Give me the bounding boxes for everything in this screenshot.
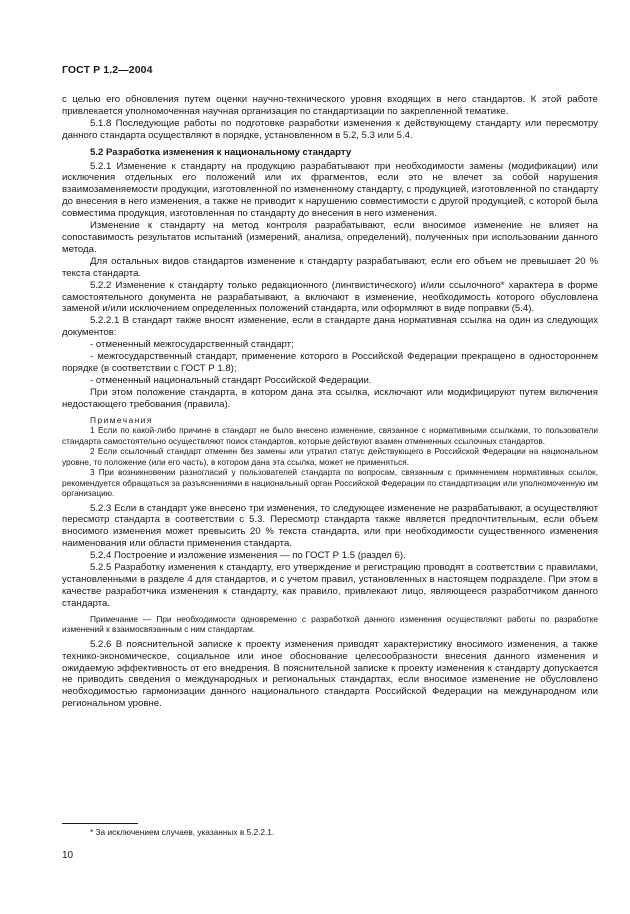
paragraph: 5.2.1 Изменение к стандарту на продукцию разрабатывают при необходимости замены (модификации) или исключения отдельных его положений или их фрагментов, если это не влечет за собой нарушения взаимозаменяемости продукции, изготовленной по измененному стандарту, с продукцией, изготовленной по стандарту до внесения в него изменения, а также не приводит к нарушению совместимости с другой продукцией, с которой была совместима продукция, изготовленная по стандарту до внесения в него изменения.: [62, 160, 598, 220]
paragraph: 5.2.2 Изменение к стандарту только редакционного (лингвистического) и/или ссылочного* характера в форме самостоятельного документа не разрабатывают, а включают в изменение, необходимость которого обусловлена заменой и/или исключением определенных положений стандарта, или оформляют в виде поправки (5.4).: [62, 279, 598, 315]
paragraph: 5.2.3 Если в стандарт уже внесено три изменения, то следующее изменение не разрабатывают, а осуществляют пересмотр стандарта в соответствии с 5.3. Пересмотр стандарта также является предпочтительным, если объем вносимого изменения может превысить 20 % текста стандарта, или при необходимости существенного изменения наименования или области применения стандарта.: [62, 502, 598, 550]
paragraph: 5.2.5 Разработку изменения к стандарту, его утверждение и регистрацию проводят в соответствии с правилами, установленными в разделе 4 для стандартов, и с учетом правил, установленных в настоящем подразделе. При этом в качестве разработчика изменения к стандарту, как правило, привлекают лицо, являющееся разработчиком данного стандарта.: [62, 562, 598, 609]
note-paragraph: Примечания: [90, 414, 153, 425]
note-paragraph: 1 Если по какой-либо причине в стандарт не было внесено изменение, связанное с нормативными ссылками, то пользователи стандарта самостоятельно осуществляют поиск стандартов, которые действуют взамен отмененных ссылочных стандартов.: [62, 425, 598, 446]
paragraph: 5.2.6 В пояснительной записке к проекту изменения приводят характеристику вносимого изменения, а также технико-экономическое, социальное или иное обоснование целесообразности внесения данного изменения и ожидаемую эффективность от его внедрения. В пояснительной записке к проекту изменения к стандарту допускается не приводить сведения о международных и региональных стандартах, если вносимое изменение не обусловлено необходимостью гармонизации данного национального стандарта Российской Федерации на международном или региональном уровне.: [62, 638, 598, 710]
paragraph: с целью его обновления путем оценки научно-технического уровня входящих в него стандартов. К этой работе привлекается уполномоченная научная организация по стандартизации по закрепленной тематике.: [62, 94, 598, 117]
page-number: 10: [62, 850, 74, 861]
paragraph: При этом положение стандарта, в котором дана эта ссылка, исключают или модифицируют путем включения недостающего требования (правила).: [62, 386, 598, 410]
note-paragraph: 2 Если ссылочный стандарт отменен без замены или утратил статус действующего в Российской Федерации на национальном уровне, то положение (или его часть), в котором дана эта ссылка, может не применяться.: [62, 446, 598, 467]
section-heading: 5.2 Разработка изменения к национальному стандарту: [90, 146, 352, 158]
footnote: * За исключением случаев, указанных в 5.2.2.1.: [90, 827, 275, 837]
paragraph: Изменение к стандарту на метод контроля разрабатывают, если вносимое изменение не влияет на сопоставимость результатов испытаний (измерений, анализа, определений), полученных при использовании данного метода.: [62, 220, 598, 255]
note-paragraph: Примечание — При необходимости одновременно с разработкой данного изменения осуществляют работы по разработке изменений к взаимосвязанным с ним стандартам.: [62, 613, 598, 635]
paragraph: - межгосударственный стандарт, применение которого в Российской Федерации прекращено в одностороннем порядке (в соответствии с ГОСТ Р 1.8);: [62, 351, 598, 374]
note-paragraph: 3 При возникновении разногласий у пользователей стандарта по вопросам, связанным с применением нормативных ссылок, рекомендуется обращаться за разъяснениями в национальный орган Российской Федерации по стандартизации или уполномоченную им организацию.: [62, 467, 598, 499]
document-body: [62, 94, 598, 710]
paragraph: - отмененный межгосударственный стандарт;: [90, 339, 294, 351]
paragraph: 5.2.2.1 В стандарт также вносят изменение, если в стандарте дана нормативная ссылка на один из следующих документов:: [62, 315, 598, 339]
footnote-separator: [62, 823, 138, 824]
paragraph: - отмененный национальный стандарт Российской Федерации.: [90, 374, 372, 386]
paragraph: 5.2.4 Построение и изложение изменения — по ГОСТ Р 1.5 (раздел 6).: [90, 550, 406, 562]
document-header: ГОСТ Р 1.2—2004: [62, 64, 153, 76]
paragraph: Для остальных видов стандартов изменение к стандарту разрабатывают, если его объем не превышает 20 % текста стандарта.: [62, 255, 598, 279]
paragraph: 5.1.8 Последующие работы по подготовке разработки изменения к действующему стандарту или пересмотру данного стандарта осуществляют в порядке, установленном в 5.2, 5.3 или 5.4.: [62, 117, 598, 141]
